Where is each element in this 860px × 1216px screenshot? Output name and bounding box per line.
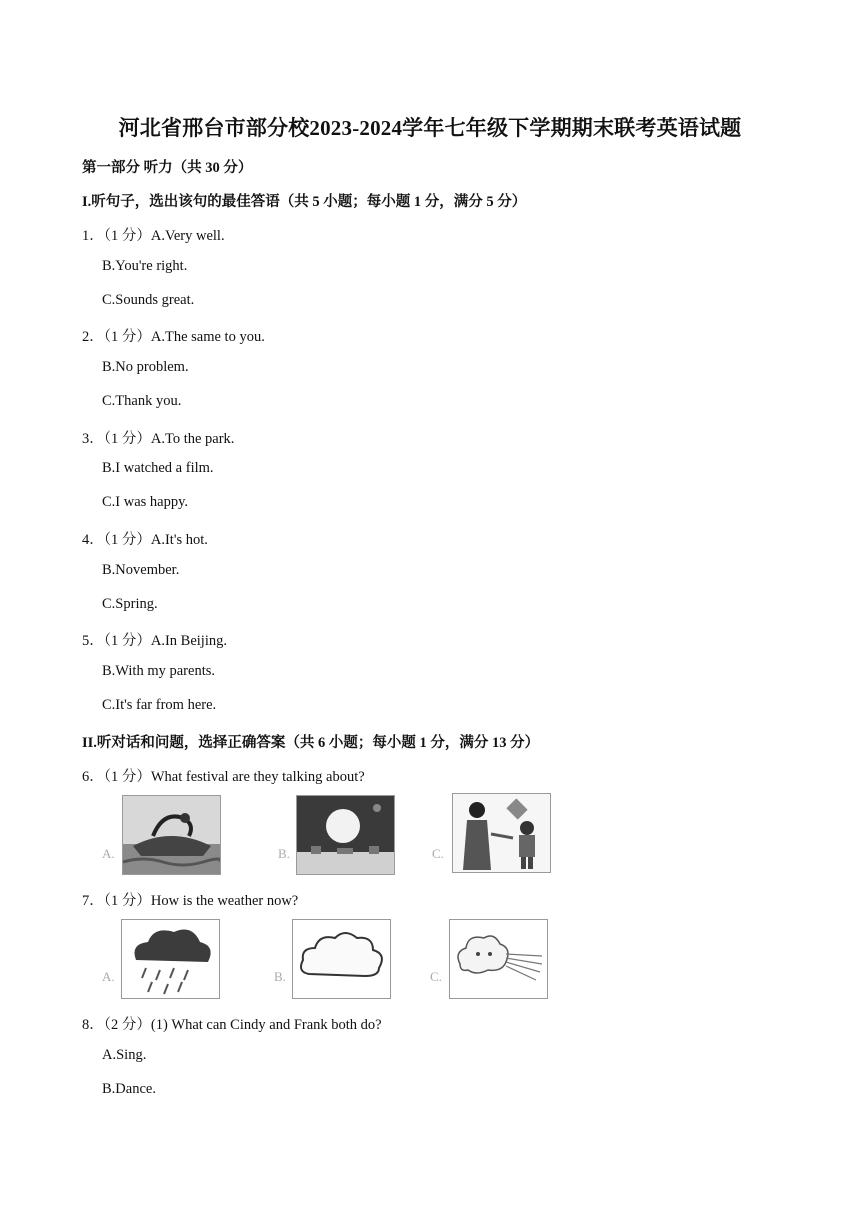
family-couplet-icon [452,793,551,873]
cloud-icon [292,919,391,999]
rain-cloud-icon [121,919,220,999]
image-label-b: B. [278,846,290,861]
option-b: B.With my parents. [102,663,215,679]
wind-icon [449,919,548,999]
option-c: C.Spring. [102,596,158,612]
image-label-a: A. [102,846,115,861]
question-3: 3．（1 分）A.To the park. [82,431,235,447]
image-label-c: C. [432,846,444,861]
question-1: 1．（1 分）A.Very well. [82,228,225,244]
option-b: B.I watched a film. [102,460,214,476]
image-label-a: A. [102,969,115,984]
option-c: C.It's far from here. [102,697,217,713]
dragon-boat-icon [122,795,221,875]
option-a: A.Sing. [102,1047,147,1063]
full-moon-icon [296,795,395,875]
question-2: 2．（1 分）A.The same to you. [82,329,265,345]
question-5: 5．（1 分）A.In Beijing. [82,633,227,649]
section-heading-1: I.听句子，选出该句的最佳答语（共 5 小题；每小题 1 分，满分 5 分） [82,194,527,210]
question-8: 8．（2 分）(1) What can Cindy and Frank both do? [82,1017,382,1033]
option-c: C.Thank you. [102,393,182,409]
part-heading: 第一部分 听力（共 30 分） [82,160,253,176]
option-b: B.No problem. [102,359,189,375]
option-b: B.Dance. [102,1081,156,1097]
option-b: B.November. [102,562,180,578]
section-heading-2: II.听对话和问题，选择正确答案（共 6 小题；每小题 1 分，满分 13 分） [82,735,540,751]
image-label-c: C. [430,969,442,984]
question-6: 6．（1 分）What festival are they talking about? [82,769,365,785]
question-7: 7．（1 分）How is the weather now? [82,893,299,909]
image-label-b: B. [274,969,286,984]
question-4: 4．（1 分）A.It's hot. [82,532,208,548]
option-c: C.Sounds great. [102,292,195,308]
option-c: C.I was happy. [102,494,189,510]
option-b: B.You're right. [102,258,188,274]
page-title: 河北省邢台市部分校2023-2024学年七年级下学期期末联考英语试题 [118,116,742,140]
